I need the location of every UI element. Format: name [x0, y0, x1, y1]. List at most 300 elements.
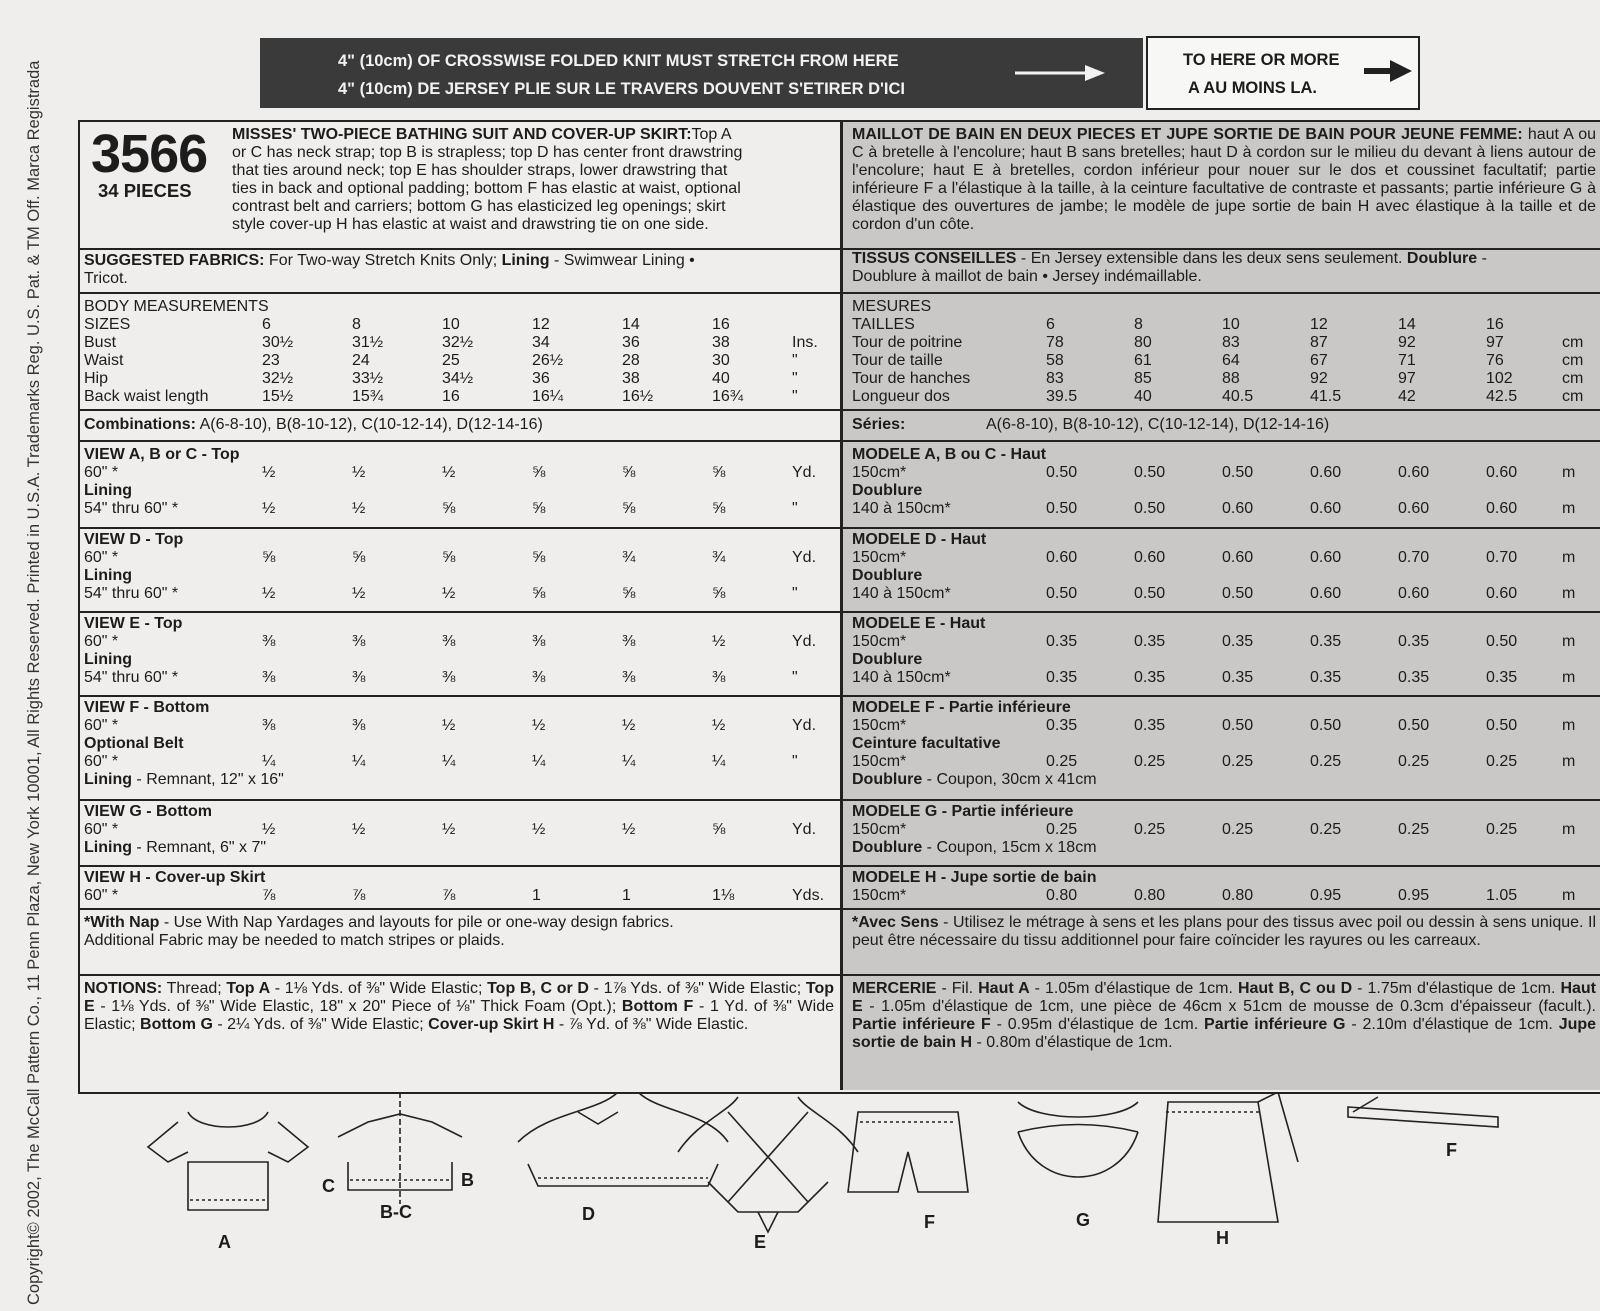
yardage-value: 0.25	[1134, 753, 1166, 770]
yardage-value: ⅝	[622, 500, 636, 517]
yardage-label: 54" thru 60" *	[84, 585, 179, 602]
measure-value: 8	[1134, 316, 1143, 333]
text-run: - ⅞ Yd. of ⅜" Wide Elastic.	[554, 1016, 749, 1033]
yardage-value: 0.35	[1134, 717, 1166, 734]
yardage-value: 0.25	[1310, 821, 1342, 838]
measure-value: 12	[1310, 316, 1328, 333]
measure-value: 26½	[532, 352, 564, 369]
measure-value: 6	[1046, 316, 1055, 333]
text-run: Haut E	[852, 980, 1597, 1015]
text-run: Doublure	[852, 839, 923, 856]
yardage-value: 0.35	[1398, 669, 1430, 686]
yardage-value: ⅝	[712, 500, 726, 517]
text-run: Thread;	[162, 980, 227, 997]
yardage-value: 0.60	[1310, 500, 1342, 517]
yardage-value: 0.50	[1398, 717, 1430, 734]
yardage-value: 0.25	[1398, 753, 1430, 770]
yardage-value: 0.80	[1134, 887, 1166, 904]
sub-label	[852, 839, 1097, 857]
combinations-en	[84, 416, 543, 434]
with-nap-fr	[852, 914, 1596, 950]
yardage-unit: m	[1562, 753, 1576, 770]
view-title: VIEW E - Top	[84, 615, 183, 632]
yardage-label: 150cm*	[852, 887, 907, 904]
measure-value: 36	[532, 370, 550, 387]
yardage-value: ⅞	[262, 887, 276, 904]
text-run: Lining	[84, 482, 132, 499]
text-run: Lining	[84, 567, 132, 584]
to-here-en: TO HERE OR MORE	[1183, 51, 1340, 69]
measure-value: 16	[712, 316, 730, 333]
sub-label	[84, 482, 132, 500]
with-nap-en	[84, 914, 834, 950]
text-run: - Coupon, 15cm x 18cm	[922, 839, 1097, 856]
yardage-unit: m	[1562, 633, 1576, 650]
text-run: - Fil.	[936, 980, 979, 997]
measure-value: 10	[442, 316, 460, 333]
text-run: - 1⅛ Yds. of ⅜" Wide Elastic, 18" x 20" Piece of ⅛" Thick Foam (Opt.);	[94, 998, 622, 1015]
yardage-unit: Yd.	[792, 821, 817, 838]
row-divider	[842, 527, 1600, 529]
view-g-drawing	[1018, 1102, 1138, 1177]
yardage-value: 0.50	[1134, 500, 1166, 517]
yardage-value: 0.60	[1310, 464, 1342, 481]
yardage-unit: m	[1562, 464, 1576, 481]
notions-en	[84, 980, 834, 1034]
text-run: Top A	[226, 980, 271, 997]
text-run: Bottom G	[140, 1016, 213, 1033]
stretch-gauge-band	[260, 38, 1143, 108]
measure-value: 40.5	[1222, 388, 1254, 405]
row-divider	[842, 799, 1600, 801]
row-divider	[842, 865, 1600, 867]
yardage-value: 0.50	[1134, 464, 1166, 481]
yardage-value: 0.35	[1310, 669, 1342, 686]
text-run: - 0.80m d'élastique de 1cm.	[972, 1034, 1173, 1051]
view-title: MODELE D - Haut	[852, 531, 987, 548]
text-run: - 0.95m d'élastique de 1cm.	[990, 1016, 1205, 1033]
measures-title: MESURES	[852, 298, 932, 315]
row-divider	[842, 440, 1600, 442]
text-run: Jupe sortie de bain H	[852, 1016, 1597, 1051]
row-divider	[78, 292, 840, 294]
text-run: - 1⅛ Yds. of ⅜" Wide Elastic;	[270, 980, 488, 997]
description-text: Top A	[691, 126, 732, 143]
view-a-drawing	[148, 1112, 308, 1210]
yardage-value: 0.25	[1486, 821, 1518, 838]
yardage-value: ½	[532, 821, 546, 838]
yardage-value: 0.35	[1134, 669, 1166, 686]
description-en	[232, 126, 830, 234]
measure-value: 28	[622, 352, 640, 369]
yardage-value: 0.25	[1222, 753, 1254, 770]
view-title: MODELE A, B ou C - Haut	[852, 446, 1047, 463]
sub-label	[84, 651, 132, 669]
yardage-value: ¼	[352, 753, 366, 770]
yardage-value: 0.50	[1046, 585, 1078, 602]
measure-label: Longueur dos	[852, 388, 950, 405]
yardage-value: 0.50	[1134, 585, 1166, 602]
stretch-line-fr: 4" (10cm) DE JERSEY PLIE SUR LE TRAVERS DOUVENT S'ETIRER D'ICI	[338, 80, 906, 98]
measure-unit: "	[792, 370, 798, 387]
measure-unit: cm	[1562, 334, 1584, 351]
yardage-value: 0.25	[1398, 821, 1430, 838]
measure-unit: cm	[1562, 388, 1584, 405]
description-text: that ties around neck; top E has shoulder straps, lower drawstring that	[232, 162, 728, 179]
yardage-value: ⅜	[352, 717, 366, 734]
yardage-value: ⅝	[532, 549, 546, 566]
measure-value: 58	[1046, 352, 1064, 369]
yardage-unit: "	[792, 753, 798, 770]
yardage-value: 0.50	[1310, 717, 1342, 734]
measure-value: 83	[1222, 334, 1240, 351]
yardage-unit: m	[1562, 669, 1576, 686]
label-f: F	[924, 1212, 935, 1232]
yardage-value: ⅜	[262, 669, 276, 686]
view-h-drawing	[1158, 1092, 1298, 1222]
view-title: VIEW G - Bottom	[84, 803, 212, 820]
body-measurements-title: BODY MEASUREMENTS	[84, 298, 269, 315]
measure-value: 15½	[262, 388, 294, 405]
measure-value: 14	[1398, 316, 1416, 333]
measure-value: 30½	[262, 334, 294, 351]
measure-value: 12	[532, 316, 550, 333]
sub-label	[852, 567, 922, 585]
yardage-unit: "	[792, 500, 798, 517]
yardage-value: ⅝	[532, 585, 546, 602]
description-text: style cover-up H has elastic at waist and drawstring tie on one side.	[232, 216, 709, 233]
yardage-value: 0.50	[1486, 633, 1518, 650]
yardage-value: 0.35	[1310, 633, 1342, 650]
measure-value: 76	[1486, 352, 1504, 369]
measure-value: 39.5	[1046, 388, 1078, 405]
yardage-value: 0.50	[1046, 500, 1078, 517]
yardage-value: ½	[442, 821, 456, 838]
yardage-value: ½	[262, 585, 276, 602]
measure-value: 30	[712, 352, 730, 369]
yardage-value: ⅜	[622, 633, 636, 650]
yardage-value: 0.60	[1134, 549, 1166, 566]
text-run: - 1.75m d'élastique de 1cm.	[1352, 980, 1561, 997]
sub-label	[852, 482, 922, 500]
text-run: Cover-up Skirt H	[428, 1016, 555, 1033]
yardage-unit: m	[1562, 887, 1576, 904]
measure-unit: cm	[1562, 370, 1584, 387]
sub-label	[84, 735, 184, 753]
row-divider	[842, 292, 1600, 294]
description-title: MISSES' TWO-PIECE BATHING SUIT AND COVER-UP SKIRT:	[232, 126, 692, 143]
yardage-value: 0.25	[1486, 753, 1518, 770]
measure-value: 97	[1486, 334, 1504, 351]
measure-label: Tour de poitrine	[852, 334, 963, 351]
measure-value: 80	[1134, 334, 1152, 351]
text-run: *Avec Sens	[852, 914, 939, 931]
text-run: Haut A	[978, 980, 1030, 997]
measure-value: 92	[1398, 334, 1416, 351]
yardage-value: 0.25	[1222, 821, 1254, 838]
yardage-value: 1	[622, 887, 631, 904]
text-run: - Use With Nap Yardages and layouts for pile or one-way design fabrics.	[159, 914, 674, 931]
yardage-label: 60" *	[84, 887, 119, 904]
view-title: MODELE G - Partie inférieure	[852, 803, 1074, 820]
label-h: H	[1216, 1228, 1229, 1248]
text-run: - 1.05m d'élastique de 1cm.	[1029, 980, 1238, 997]
yardage-value: 0.50	[1222, 585, 1254, 602]
yardage-unit: m	[1562, 500, 1576, 517]
series-label: Séries:	[852, 416, 906, 433]
text-run: Lining	[84, 651, 132, 668]
measure-value: 32½	[442, 334, 474, 351]
yardage-label: 60" *	[84, 464, 119, 481]
yardage-value: ⅜	[352, 633, 366, 650]
measure-value: 83	[1046, 370, 1064, 387]
stretch-target-box	[1146, 36, 1420, 110]
measure-value: 14	[622, 316, 640, 333]
measure-unit: Ins.	[792, 334, 818, 351]
yardage-value: ⅝	[712, 585, 726, 602]
yardage-value: ½	[262, 500, 276, 517]
text-run: -	[1477, 250, 1487, 267]
yardage-value: ¼	[442, 753, 456, 770]
measure-value: 78	[1046, 334, 1064, 351]
text-run: - 2.10m d'élastique de 1cm.	[1345, 1016, 1559, 1033]
yardage-value: 1.05	[1486, 887, 1518, 904]
to-here-fr: A AU MOINS LA.	[1188, 79, 1317, 97]
description-text: or C has neck strap; top B is strapless; top D has center front drawstring	[232, 144, 743, 161]
yardage-label: 150cm*	[852, 464, 907, 481]
yardage-value: 0.25	[1134, 821, 1166, 838]
yardage-value: 0.25	[1046, 821, 1078, 838]
pattern-number: 3566	[91, 124, 208, 184]
yardage-value: ¼	[622, 753, 636, 770]
yardage-label: 60" *	[84, 633, 119, 650]
description-title: MAILLOT DE BAIN EN DEUX PIECES ET JUPE SORTIE DE BAIN POUR JEUNE FEMME:	[852, 126, 1523, 143]
text-run: Top E	[84, 980, 835, 1015]
label-g: G	[1076, 1210, 1091, 1230]
yardage-value: 0.25	[1046, 753, 1078, 770]
row-divider	[78, 440, 840, 442]
yardage-label: 150cm*	[852, 821, 907, 838]
yardage-value: 0.60	[1398, 500, 1430, 517]
suggested-fabrics-fr	[852, 250, 1596, 286]
yardage-label: 60" *	[84, 821, 119, 838]
label-bc: B-C	[380, 1202, 412, 1222]
measure-unit: "	[792, 388, 798, 405]
sub-label	[84, 567, 132, 585]
yardage-value: ⅝	[622, 585, 636, 602]
yardage-value: ⅞	[442, 887, 456, 904]
yardage-label: 150cm*	[852, 753, 907, 770]
sub-label	[84, 771, 284, 789]
yardage-label: 54" thru 60" *	[84, 500, 179, 517]
view-f-drawing	[848, 1112, 968, 1192]
notions-fr	[852, 980, 1596, 1052]
row-divider	[842, 695, 1600, 697]
yardage-label: 140 à 150cm*	[852, 500, 951, 517]
measure-label: Waist	[84, 352, 124, 369]
yardage-label: 60" *	[84, 717, 119, 734]
text-run: Doublure à maillot de bain • Jersey indémaillable.	[852, 268, 1202, 285]
measure-value: 8	[352, 316, 361, 333]
yardage-value: 0.80	[1046, 887, 1078, 904]
yardage-value: 0.35	[1046, 717, 1078, 734]
column-divider	[840, 120, 843, 1090]
view-title: VIEW H - Cover-up Skirt	[84, 869, 266, 886]
yardage-value: ⅝	[442, 500, 456, 517]
yardage-value: ½	[352, 464, 366, 481]
row-divider	[78, 908, 840, 910]
text-run: *With Nap	[84, 914, 160, 931]
yardage-value: ⅜	[352, 669, 366, 686]
text-run: - En Jersey extensible dans les deux sens seulement.	[1016, 250, 1407, 267]
yardage-value: 0.50	[1486, 717, 1518, 734]
view-title: MODELE H - Jupe sortie de bain	[852, 869, 1097, 886]
yardage-value: ⅜	[532, 669, 546, 686]
yardage-label: 54" thru 60" *	[84, 669, 179, 686]
measure-value: 23	[262, 352, 280, 369]
row-divider	[78, 865, 840, 867]
suggested-fabrics-en	[84, 252, 834, 288]
measure-value: 64	[1222, 352, 1240, 369]
row-divider	[842, 409, 1600, 411]
yardage-value: 0.95	[1310, 887, 1342, 904]
row-divider	[78, 248, 840, 250]
yardage-value: ¾	[712, 549, 726, 566]
measure-label: TAILLES	[852, 316, 915, 333]
text-run: Doublure	[852, 482, 923, 499]
measure-unit: cm	[1562, 352, 1584, 369]
measure-value: 92	[1310, 370, 1328, 387]
text-run: Lining	[84, 771, 132, 788]
sub-label	[852, 735, 1000, 753]
yardage-value: 0.70	[1398, 549, 1430, 566]
yardage-value: ½	[442, 464, 456, 481]
measure-value: 38	[712, 334, 730, 351]
yardage-value: ½	[712, 633, 726, 650]
yardage-value: 0.60	[1046, 549, 1078, 566]
yardage-label: 140 à 150cm*	[852, 585, 951, 602]
measure-value: 16	[442, 388, 460, 405]
measure-value: 97	[1398, 370, 1416, 387]
yardage-value: 0.70	[1486, 549, 1518, 566]
view-bc-drawing	[338, 1092, 462, 1204]
text-run: Partie inférieure G	[1204, 1016, 1346, 1033]
sub-label	[852, 771, 1097, 789]
yardage-value: 0.35	[1046, 633, 1078, 650]
text-run: - Utilisez le métrage à sens et les plans pour des tissus avec poil ou dessin à sens unique. Il peut être nécessaire du tissu additionnel pour faire coïncider les rayures ou les carreaux.	[852, 914, 1596, 949]
measure-label: SIZES	[84, 316, 131, 333]
row-divider	[842, 974, 1600, 976]
measure-value: 6	[262, 316, 271, 333]
row-divider	[78, 695, 840, 697]
view-e-drawing	[678, 1097, 858, 1232]
yardage-value: ⅝	[622, 464, 636, 481]
text-run: - 1 Yd. of ⅜" Wide Elastic;	[84, 998, 835, 1033]
measure-value: 41.5	[1310, 388, 1342, 405]
belt-f-drawing	[1348, 1097, 1498, 1127]
yardage-label: 150cm*	[852, 549, 907, 566]
text-run: Haut B, C ou D	[1237, 980, 1353, 997]
text-run: Additional Fabric may be needed to match stripes or plaids.	[84, 932, 505, 949]
yardage-value: 0.60	[1398, 464, 1430, 481]
view-title: VIEW D - Top	[84, 531, 184, 548]
yardage-value: 0.60	[1398, 585, 1430, 602]
yardage-value: 0.60	[1486, 464, 1518, 481]
yardage-value: ½	[622, 717, 636, 734]
text-run: - 1⅞ Yds. of ⅜" Wide Elastic;	[588, 980, 806, 997]
yardage-unit: Yd.	[792, 633, 817, 650]
text-run: - 1.05m d'élastique de 1cm, une pièce de 46cm x 51cm de mousse de 0.3cm d'épaisseur (facult.).	[862, 998, 1596, 1015]
row-divider	[842, 908, 1600, 910]
yardage-value: 0.25	[1310, 753, 1342, 770]
measure-value: 33½	[352, 370, 384, 387]
yardage-label: 150cm*	[852, 717, 907, 734]
text-run: - Remnant, 12" x 16"	[131, 771, 284, 788]
yardage-value: 0.35	[1486, 669, 1518, 686]
yardage-value: 0.35	[1398, 633, 1430, 650]
measure-label: Tour de taille	[852, 352, 943, 369]
measure-value: 40	[1134, 388, 1152, 405]
yardage-label: 150cm*	[852, 633, 907, 650]
yardage-value: ⅝	[262, 549, 276, 566]
text-run: Lining	[84, 839, 132, 856]
series-text: A(6-8-10), B(8-10-12), C(10-12-14), D(12-14-16)	[986, 416, 1330, 433]
yardage-unit: "	[792, 585, 798, 602]
label-c: C	[322, 1176, 335, 1196]
row-divider	[78, 527, 840, 529]
measure-value: 42	[1398, 388, 1416, 405]
text-run: - Remnant, 6" x 7"	[131, 839, 267, 856]
measure-value: 32½	[262, 370, 294, 387]
text-run: - 2¼ Yds. of ⅜" Wide Elastic;	[212, 1016, 429, 1033]
measure-value: 16¾	[712, 388, 744, 405]
yardage-value: ⅜	[442, 669, 456, 686]
label-d: D	[582, 1204, 595, 1224]
yardage-value: 0.35	[1222, 669, 1254, 686]
yardage-label: 140 à 150cm*	[852, 669, 951, 686]
copyright-sidebar: Copyright© 2002, The McCall Pattern Co., 11 Penn Plaza, New York 10001, All Rights Reserved. Printed in U.S.A. Trademarks Reg. U.S. Pat. & TM Off. Marca Registrada	[25, 60, 43, 1305]
yardage-value: ¼	[532, 753, 546, 770]
description-text: haut A ou C à bretelle à l'encolure; haut B sans bretelles; haut D à cordon sur le milieu du devant à liens autour de l'encolure; haut E à bretelles, cordon inférieur pour nouer sur le dos et coussinet facultatif; partie inférieure F a l'élastique à la taille, à la ceinture facultative de contraste et passants; partie inférieure G à élastique des ouvertures de jambe; le modèle de jupe sortie de bain H avec élastique à la taille et de cordon d'un côte.	[852, 126, 1597, 233]
yardage-unit: m	[1562, 585, 1576, 602]
yardage-unit: Yd.	[792, 549, 817, 566]
measure-value: 16¼	[532, 388, 564, 405]
yardage-value: ⅜	[262, 633, 276, 650]
measure-value: 34½	[442, 370, 474, 387]
yardage-value: ⅜	[442, 633, 456, 650]
yardage-unit: m	[1562, 549, 1576, 566]
view-title: VIEW F - Bottom	[84, 699, 210, 716]
text-run: TISSUS CONSEILLES	[852, 250, 1017, 267]
text-run: - Swimwear Lining •	[549, 252, 695, 269]
text-run: Ceinture facultative	[852, 735, 1001, 752]
yardage-value: ½	[532, 717, 546, 734]
arrow-right-icon	[1015, 62, 1105, 84]
text-run: Partie inférieure F	[852, 1016, 991, 1033]
yardage-value: ½	[442, 717, 456, 734]
row-divider	[842, 611, 1600, 613]
text-run: SUGGESTED FABRICS:	[84, 252, 265, 269]
label-b: B	[461, 1170, 474, 1190]
yardage-value: 0.35	[1134, 633, 1166, 650]
yardage-value: 0.80	[1222, 887, 1254, 904]
yardage-value: ½	[352, 500, 366, 517]
sub-label	[852, 651, 922, 669]
yardage-value: ⅝	[352, 549, 366, 566]
measure-label: Tour de hanches	[852, 370, 971, 387]
yardage-value: ½	[262, 821, 276, 838]
yardage-value: 0.60	[1222, 500, 1254, 517]
